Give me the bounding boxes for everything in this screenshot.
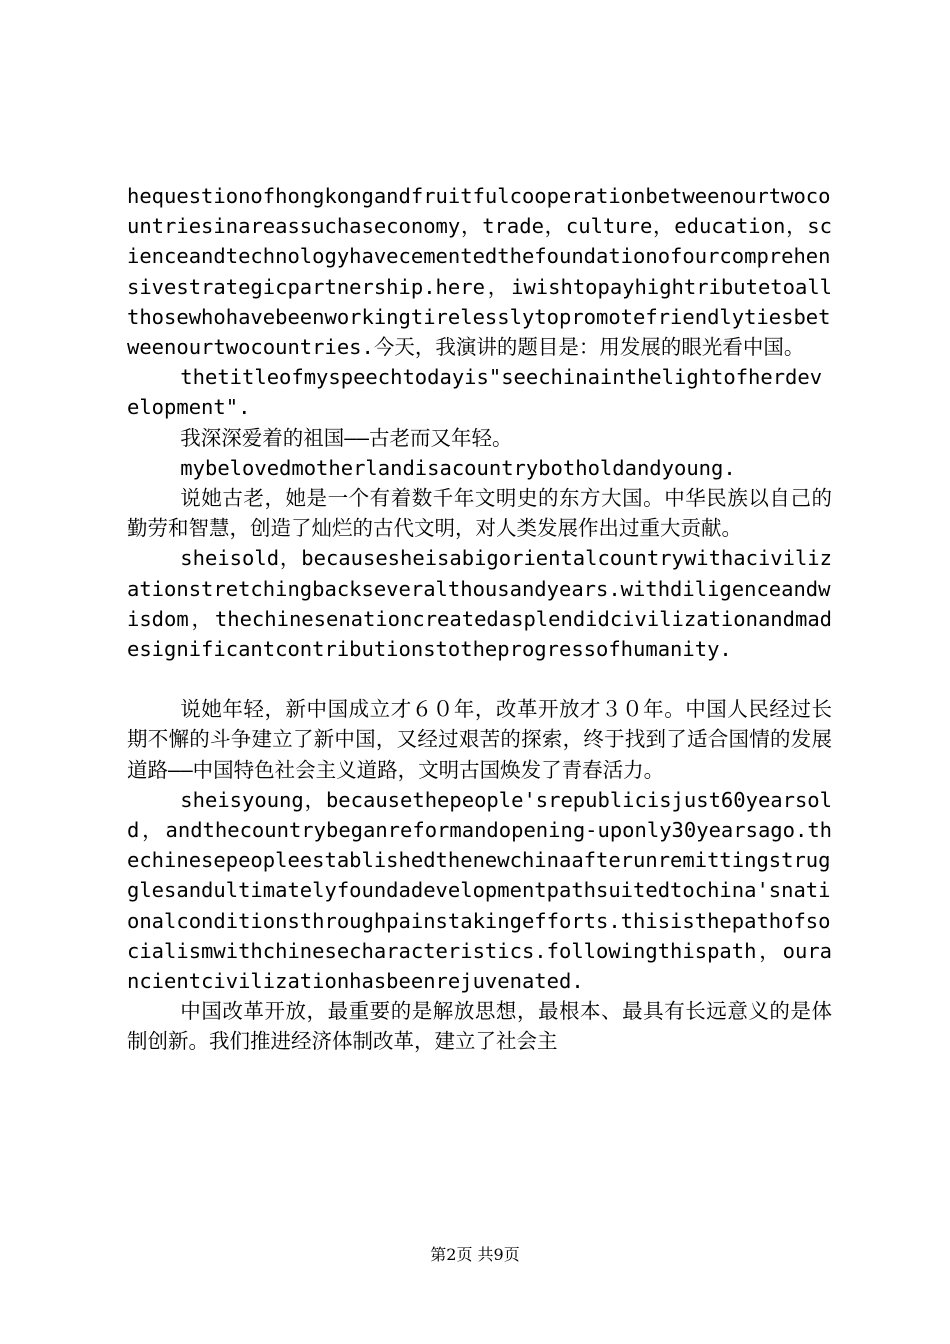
paragraph-spacer	[127, 664, 832, 694]
paragraph: 说她古老，她是一个有着数千年文明史的东方大国。中华民族以自己的勤劳和智慧，创造了灿烂的古代文明，对人类发展作出过重大贡献。	[127, 486, 832, 541]
document-body	[127, 181, 832, 1057]
paragraph: 我深深爱着的祖国——古老而又年轻。	[180, 425, 513, 450]
paragraph: hequestionofhongkongandfruitfulcooperationbetweenourtwocountriesinareassuchaseconomy，trade，culture，education，scienceandtechnologyhavecementedthefoundationofourcomprehensivestrategicpartnership.here，iwishtopayhightributetoallthosewhohavebeenworkingtirelesslytopromotefriendlytiesbetweenourtwocountries.今天，我演讲的题目是：用发展的眼光看中国。	[127, 184, 832, 360]
paragraph: 说她年轻，新中国成立才６０年，改革开放才３０年。中国人民经过长期不懈的斗争建立了新中国，又经过艰苦的探索，终于找到了适合国情的发展道路——中国特色社会主义道路，文明古国焕发了青春活力。	[127, 697, 832, 782]
paragraph: thetitleofmyspeechtodayis"seechinainthelightofherdevelopment".	[127, 365, 823, 420]
paragraph: sheisold，becausesheisabigorientalcountrywithacivilizationstretchingbackseveralthousandyears.withdiligenceandwisdom，thechinesenationcreatedasplendidcivilizationandmadesignificantcontributionstotheprogressofhumanity.	[127, 546, 832, 662]
paragraph: sheisyoung，becausethepeople'srepublicisjust60yearsold，andthecountrybeganreformandopening-uponly30yearsago.thechinesepeopleestablishedthenewchinaafterunremittingstrugglesandultimatelyfoundadevelopmentpathsuitedtochina'snationalconditionsthroughpainstakingefforts.thisisthepathofsocialismwithchinesecharacteristics.followingthispath，ourancientcivilizationhasbeenrejuvenated.	[127, 787, 832, 994]
page-footer: 第2页 共9页	[430, 1245, 520, 1264]
paragraph: 中国改革开放，最重要的是解放思想，最根本、最具有长远意义的是体制创新。我们推进经济体制改革，建立了社会主	[127, 999, 832, 1054]
paragraph: mybelovedmotherlandisacountrybotholdandyoung.	[180, 455, 736, 480]
